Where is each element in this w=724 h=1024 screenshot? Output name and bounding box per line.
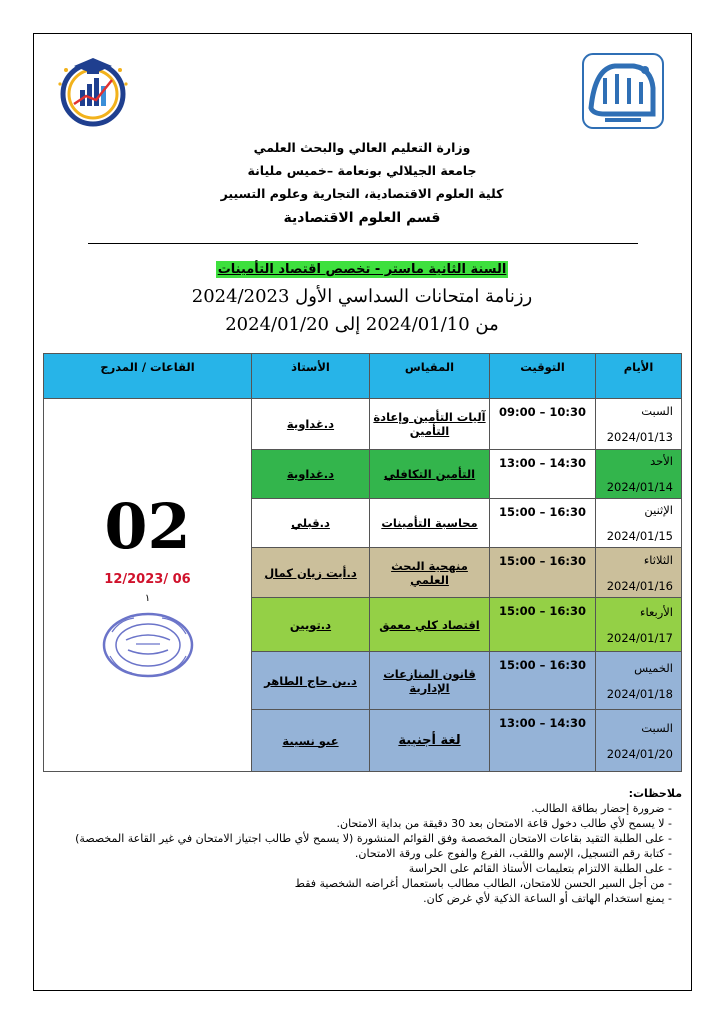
notes-section: [40, 786, 682, 906]
notes-title: ملاحظات:: [628, 787, 682, 800]
exam-schedule-table: [43, 353, 682, 772]
professor-cell: د.قبلي: [252, 499, 370, 548]
professor-cell: د.غداوية: [252, 450, 370, 499]
room-number: 02: [104, 489, 191, 563]
day-cell: الأحد 2024/01/14: [596, 450, 682, 499]
module-cell: آليات التأمين وإعادة التأمين: [370, 399, 490, 450]
module-cell: التأمين التكافلي: [370, 450, 490, 499]
note-item: - يمنع استخدام الهاتف أو الساعة الذكية لأي غرض كان.: [423, 892, 672, 905]
specialty-label: السنة الثانية ماستر - تخصص اقتصاد التأمينات: [217, 262, 507, 277]
room-cell: [44, 399, 252, 772]
professor-cell: عبو نسيبة: [252, 710, 370, 772]
schedule-title: رزنامة امتحانات السداسي الأول 2024/2023: [191, 286, 533, 307]
header-professor: الأستاذ: [252, 354, 370, 399]
time-cell: 15:00 – 16:30: [490, 652, 596, 710]
time-cell: 15:00 – 16:30: [490, 499, 596, 548]
university-logo-icon: [575, 48, 671, 134]
professor-cell: د.أيت زيان كمال: [252, 548, 370, 598]
header-days: الأيام: [596, 354, 682, 399]
day-cell: السبت 2024/01/20: [596, 710, 682, 772]
department-name: قسم العلوم الاقتصادية: [283, 210, 441, 226]
room-date: 06 /12/2023: [104, 571, 191, 587]
day-cell: السبت 2024/01/13: [596, 399, 682, 450]
table-header-row: [44, 354, 682, 399]
schedule-period: من 2024/01/10 إلى 2024/01/20: [225, 314, 499, 335]
header-time: التوقيت: [490, 354, 596, 399]
header-rooms: القاعات / المدرج: [44, 354, 252, 399]
module-cell: اقتصاد كلي معمق: [370, 598, 490, 652]
specialty-banner: [0, 258, 724, 277]
faculty-logo-icon: [52, 50, 134, 130]
day-cell: الإثنين 2024/01/15: [596, 499, 682, 548]
table-row: [44, 399, 682, 450]
department-stamp-icon: [100, 610, 196, 680]
note-item: - على الطلبة التقيد بقاعات الامتحان المخصصة وفق القوائم المنشورة (لا يسمح لأي طالب اجتياز الامتحان في غير القاعة المخصصة): [75, 832, 672, 845]
time-cell: 15:00 – 16:30: [490, 598, 596, 652]
day-cell: الثلاثاء 2024/01/16: [596, 548, 682, 598]
time-cell: 15:00 – 16:30: [490, 548, 596, 598]
time-cell: 09:00 – 10:30: [490, 399, 596, 450]
ministry-name: وزارة التعليم العالي والبحث العلمي: [253, 140, 471, 155]
faculty-name: كلية العلوم الاقتصادية، التجارية وعلوم التسيير: [220, 186, 504, 201]
room-mark: ١: [144, 592, 151, 604]
day-cell: الأربعاء 2024/01/17: [596, 598, 682, 652]
day-cell: الخميس 2024/01/18: [596, 652, 682, 710]
time-cell: 13:00 – 14:30: [490, 710, 596, 772]
module-cell: منهجية البحث العلمي: [370, 548, 490, 598]
university-name: جامعة الجيلالي بونعامة –خميس مليانة: [247, 163, 477, 178]
professor-cell: د.تويين: [252, 598, 370, 652]
note-item: - لا يسمح لأي طالب دخول قاعة الامتحان بعد 30 دقيقة من بداية الامتحان.: [336, 817, 672, 830]
module-cell: لغة أجنبية: [370, 710, 490, 772]
professor-cell: د.بن حاج الطاهر: [252, 652, 370, 710]
time-cell: 13:00 – 14:30: [490, 450, 596, 499]
header-divider: [88, 243, 638, 244]
module-cell: قانون المنازعات الإدارية: [370, 652, 490, 710]
note-item: - كتابة رقم التسجيل، الإسم واللقب، الفرع والفوج على ورقة الامتحان.: [354, 847, 672, 860]
note-item: - من أجل السير الحسن للامتحان، الطالب مطالب باستعمال أغراضه الشخصية فقط: [294, 877, 672, 890]
note-item: - ضرورة إحضار بطاقة الطالب.: [531, 802, 672, 815]
header-module: المقياس: [370, 354, 490, 399]
professor-cell: د.غداوية: [252, 399, 370, 450]
module-cell: محاسبة التأمينات: [370, 499, 490, 548]
note-item: - على الطلبة الالتزام بتعليمات الأستاذ القائم على الحراسة: [408, 862, 672, 875]
